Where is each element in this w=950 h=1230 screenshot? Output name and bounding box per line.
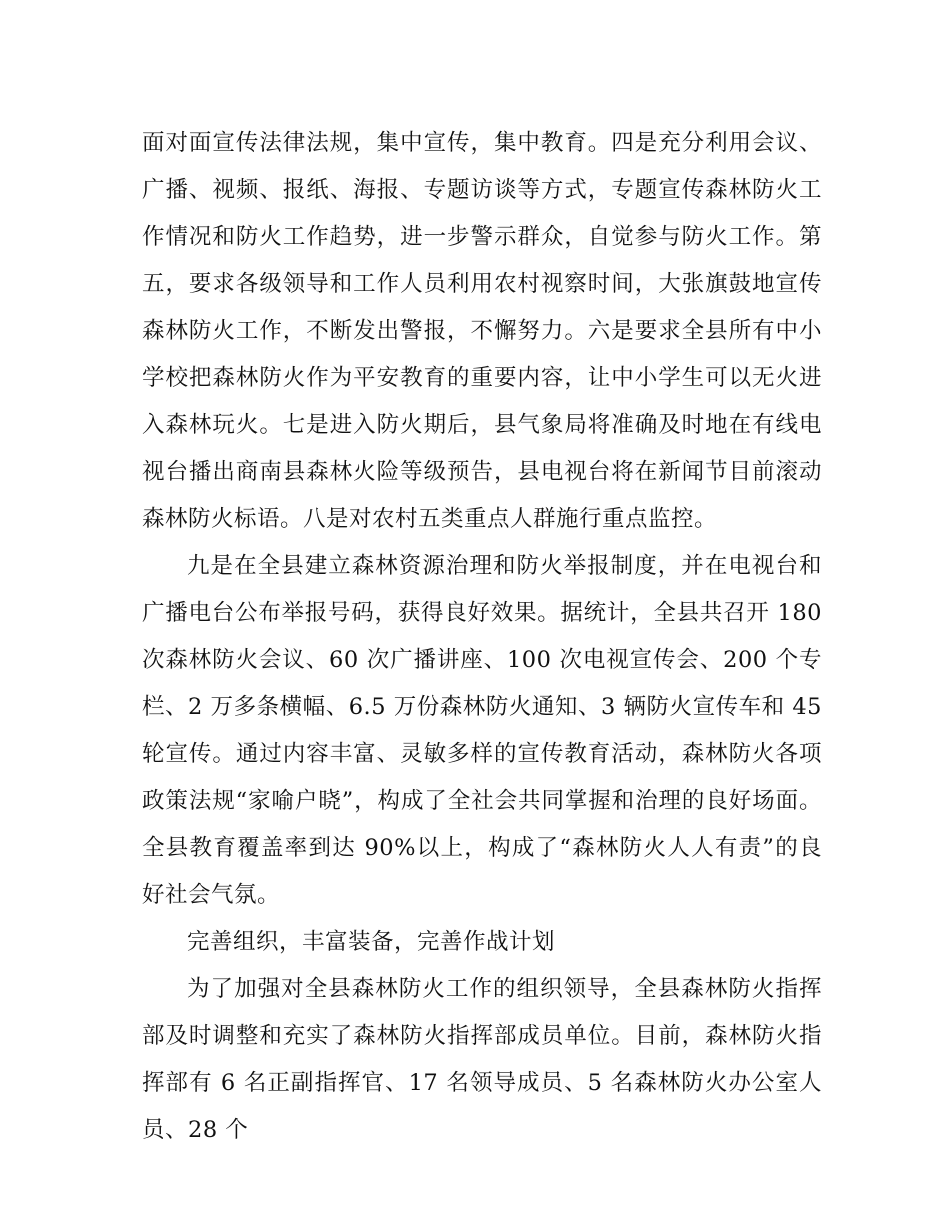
section-heading-organization: 完善组织，丰富装备，完善作战计划 <box>187 929 556 955</box>
paragraph-publicity-measures: 面对面宣传法律法规，集中宣传，集中教育。四是充分利用会议、广播、视频、报纸、海报、专题访谈等方式，专题宣传森林防火工作情况和防火工作趋势，进一步警示群众，自觉参与防火工作。第五，要求各级领导和工作人员利用农村视察时间，大张旗鼓地宣传森林防火工作，不断发出警报，不懈努力。六是要求全县所有中小学校把森林防火作为平安教育的重要内容，让中小学生可以无火进入森林玩火。七是进入防火期后，县气象局将准确及时地在有线电视台播出商南县森林火险等级预告，县电视台将在新闻节目前滚动森林防火标语。八是对农村五类重点人群施行重点监控。 <box>142 130 822 532</box>
paragraph-command-organization: 为了加强对全县森林防火工作的组织领导，全县森林防火指挥部及时调整和充实了森林防火指挥部成员单位。目前，森林防火指挥部有 6 名正副指挥官、17 名领导成员、5 名森林防火办公室人员、28 个 <box>142 976 822 1143</box>
paragraph-reporting-system-statistics: 九是在全县建立森林资源治理和防火举报制度，并在电视台和广播电台公布举报号码，获得良好效果。据统计，全县共召开 180 次森林防火会议、60 次广播讲座、100 次电视宣传会、200 个专栏、2 万多条横幅、6.5 万份森林防火通知、3 辆防火宣传车和 45 轮宣传。通过内容丰富、灵敏多样的宣传教育活动，森林防火各项政策法规“家喻户晓”，构成了全社会共同掌握和治理的良好场面。全县教育覆盖率到达 90%以上，构成了“森林防火人人有责”的良好社会气氛。 <box>142 553 822 908</box>
document-body <box>142 120 822 1154</box>
